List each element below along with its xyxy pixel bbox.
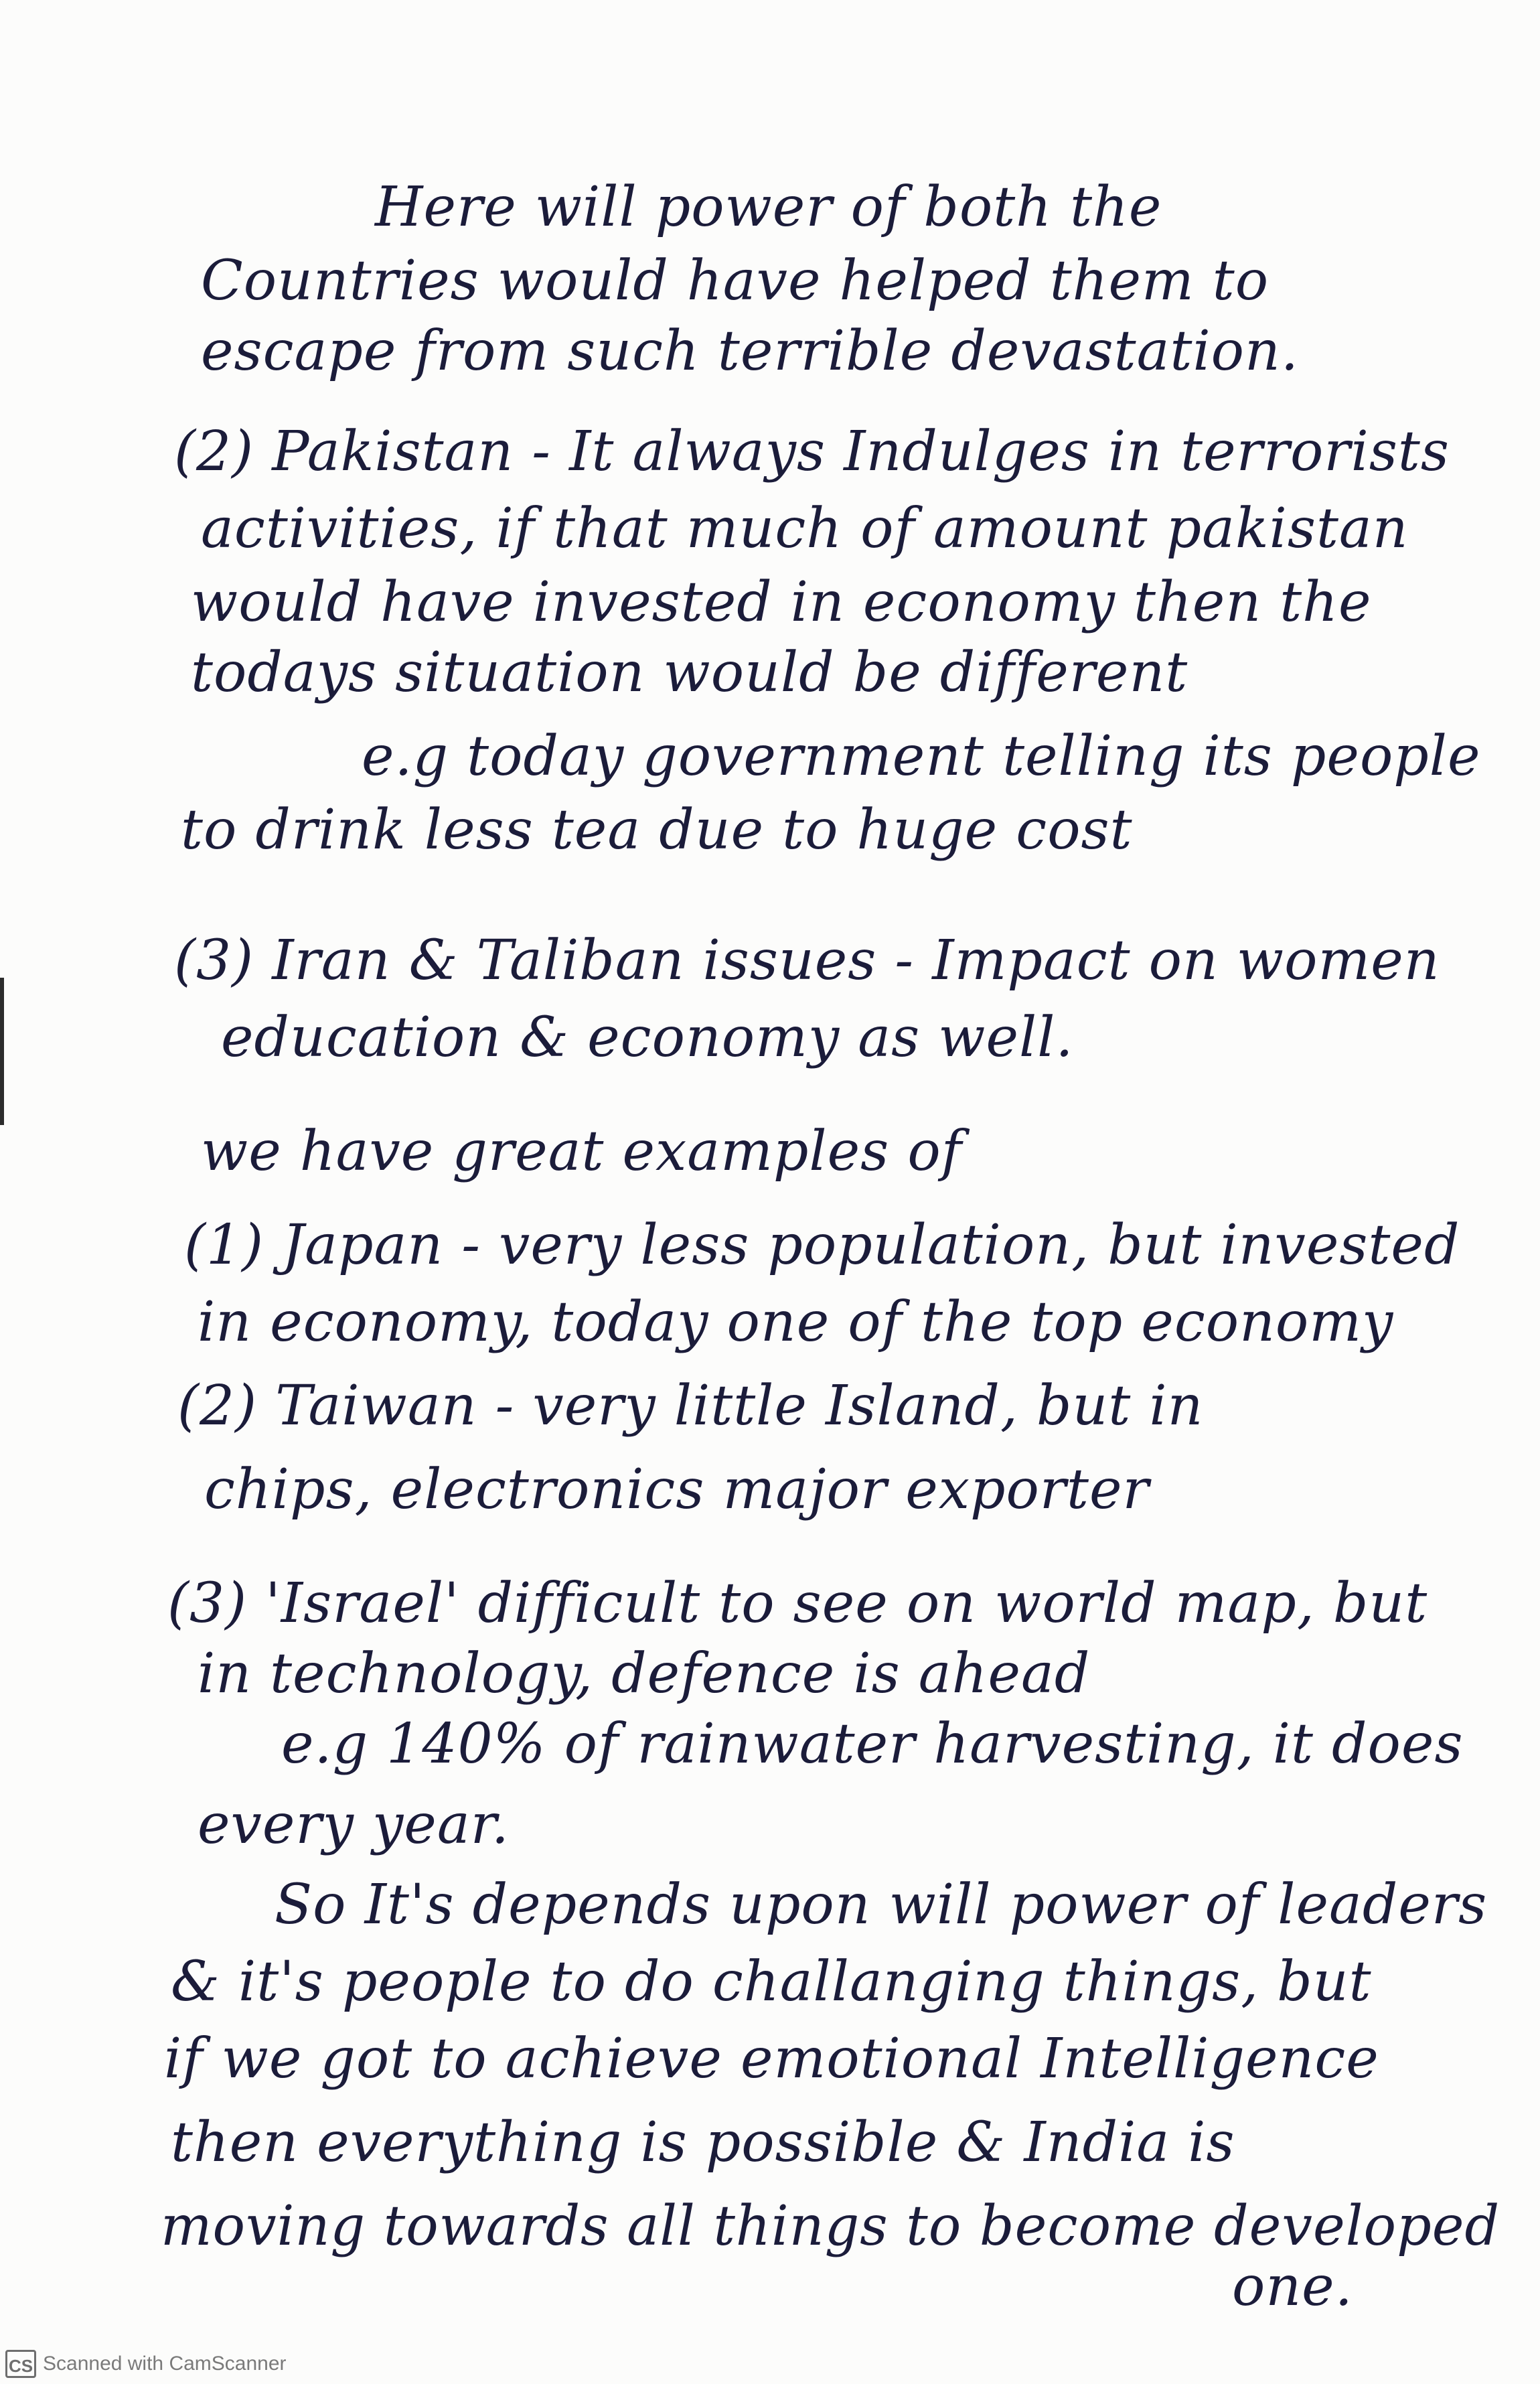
note-line: education & economy as well. (221, 1006, 1074, 1069)
note-line: (3) Iran & Taliban issues - Impact on women (174, 929, 1440, 992)
note-line: So It's depends upon will power of leaders (275, 1873, 1488, 1937)
note-line: & it's people to do challanging things, but (171, 1950, 1372, 2014)
camscanner-logo-icon: CS (5, 2350, 36, 2378)
note-line: we have great examples of (201, 1120, 963, 1183)
note-line: in economy, today one of the top economy (198, 1290, 1394, 1354)
camscanner-label: Scanned with CamScanner (43, 2353, 287, 2375)
note-line: escape from such terrible devastation. (201, 319, 1299, 383)
note-line: todays situation would be different (191, 641, 1188, 704)
note-line: would have invested in economy then the (191, 571, 1372, 634)
note-line: (3) 'Israel' difficult to see on world map, but (167, 1572, 1428, 1635)
note-line: (1) Japan - very less population, but invested (184, 1213, 1460, 1277)
note-line: Here will power of both the (375, 175, 1162, 239)
note-line: one. (1232, 2255, 1353, 2318)
camscanner-footer (0, 2344, 287, 2384)
note-line: (2) Pakistan - It always Indulges in terrorists (174, 420, 1450, 483)
note-line: activities, if that much of amount pakistan (201, 497, 1409, 561)
note-line: every year. (198, 1793, 510, 1856)
note-line: e.g 140% of rainwater harvesting, it does (281, 1712, 1464, 1776)
note-line: in technology, defence is ahead (198, 1642, 1091, 1706)
note-line: (2) Taiwan - very little Island, but in (177, 1374, 1204, 1438)
note-line: to drink less tea due to huge cost (181, 798, 1133, 862)
note-line: Countries would have helped them to (201, 249, 1269, 313)
note-line: e.g today government telling its people (362, 725, 1481, 788)
note-line: then everything is possible & India is (171, 2111, 1235, 2174)
note-line: moving towards all things to become developed (161, 2194, 1500, 2258)
note-line: chips, electronics major exporter (204, 1458, 1150, 1521)
note-line: if we got to achieve emotional Intelligence (164, 2027, 1379, 2091)
